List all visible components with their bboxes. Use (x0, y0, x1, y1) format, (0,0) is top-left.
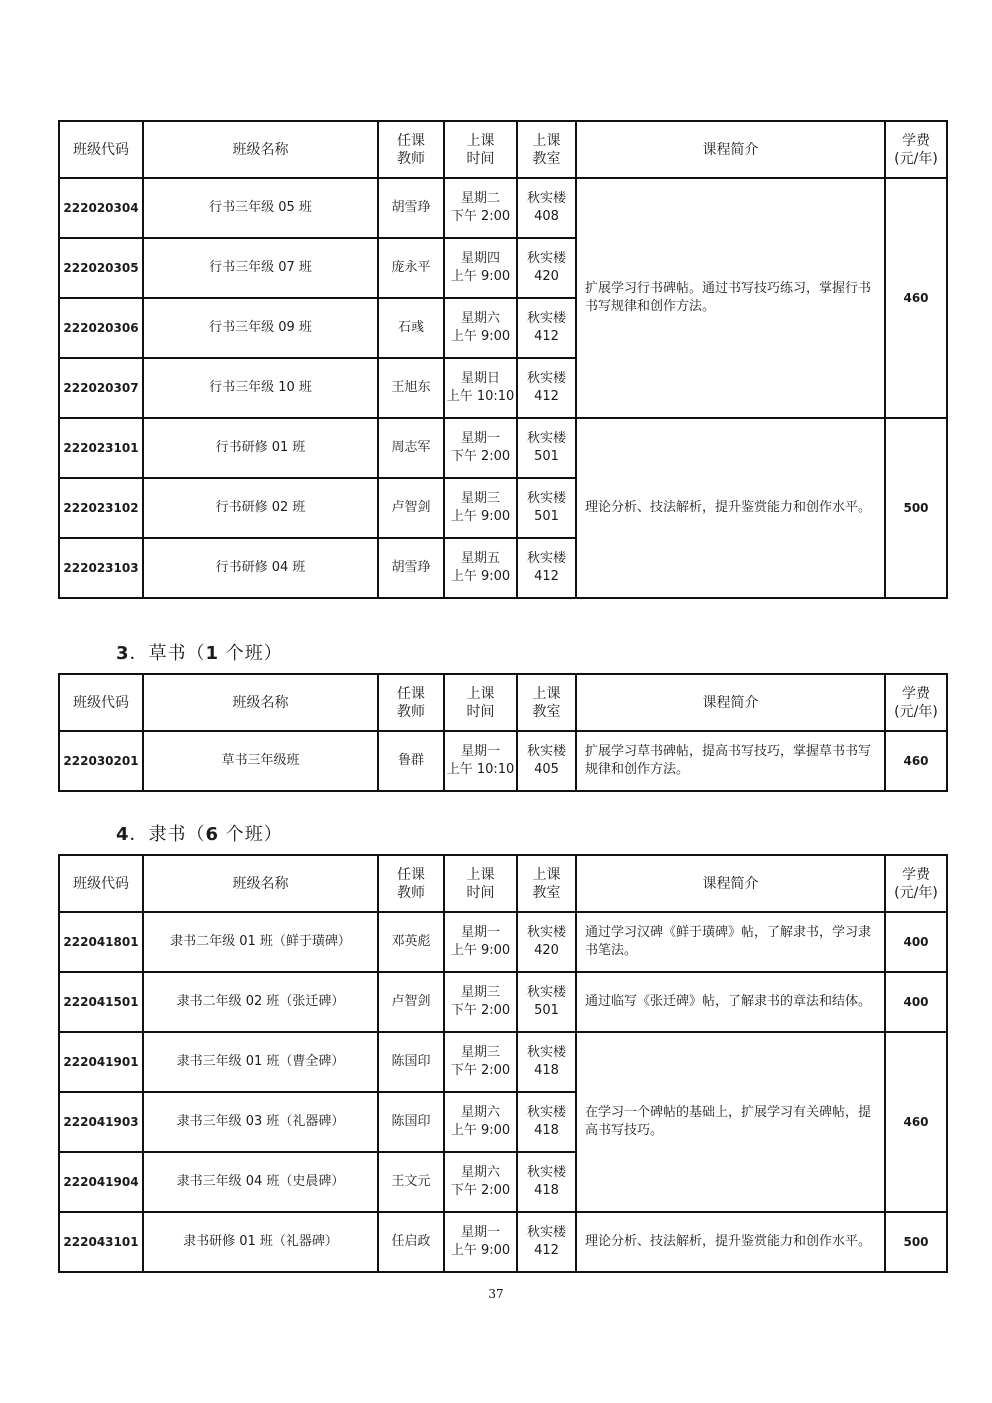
classroom: 秋实楼 405 (517, 731, 576, 791)
teacher: 胡雪琤 (378, 538, 444, 598)
teacher: 王文元 (378, 1152, 444, 1212)
header-code: 班级代码 (59, 674, 143, 731)
teacher: 卢智剑 (378, 478, 444, 538)
header-desc: 课程简介 (576, 855, 885, 912)
class-name: 隶书研修 01 班（礼器碑） (143, 1212, 378, 1272)
class-code: 222041904 (59, 1152, 143, 1212)
class-time: 星期六 下午 2:00 (444, 1152, 517, 1212)
table-row (59, 1032, 947, 1092)
class-code: 222023101 (59, 418, 143, 478)
class-time: 星期一 上午 9:00 (444, 1212, 517, 1272)
header-teacher: 任课 教师 (378, 674, 444, 731)
class-name: 隶书三年级 03 班（礼器碑） (143, 1092, 378, 1152)
table-row (59, 912, 947, 972)
tuition-fee: 460 (885, 731, 947, 791)
class-time: 星期三 上午 9:00 (444, 478, 517, 538)
class-code: 222041901 (59, 1032, 143, 1092)
table-row (59, 1212, 947, 1272)
class-name: 行书三年级 05 班 (143, 178, 378, 238)
course-description: 理论分析、技法解析，提升鉴赏能力和创作水平。 (576, 1212, 885, 1272)
table-row (59, 178, 947, 238)
course-description: 扩展学习草书碑帖，提高书写技巧，掌握草书书写规律和创作方法。 (576, 731, 885, 791)
class-time: 星期三 下午 2:00 (444, 1032, 517, 1092)
teacher: 陈国印 (378, 1092, 444, 1152)
tuition-fee: 500 (885, 418, 947, 598)
class-time: 星期四 上午 9:00 (444, 238, 517, 298)
teacher: 王旭东 (378, 358, 444, 418)
class-code: 222041801 (59, 912, 143, 972)
table-lishu (58, 854, 948, 1273)
teacher: 卢智剑 (378, 972, 444, 1032)
class-time: 星期二 下午 2:00 (444, 178, 517, 238)
classroom: 秋实楼 412 (517, 358, 576, 418)
page-number: 37 (488, 1287, 504, 1301)
class-time: 星期三 下午 2:00 (444, 972, 517, 1032)
tuition-fee: 400 (885, 912, 947, 972)
classroom: 秋实楼 418 (517, 1092, 576, 1152)
class-time: 星期一 上午 10:10 (444, 731, 517, 791)
header-time: 上课 时间 (444, 674, 517, 731)
course-description: 通过学习汉碑《鲜于璜碑》帖，了解隶书，学习隶书笔法。 (576, 912, 885, 972)
table-header-row (59, 674, 947, 731)
course-description: 通过临写《张迁碑》帖，了解隶书的章法和结体。 (576, 972, 885, 1032)
class-name: 草书三年级班 (143, 731, 378, 791)
header-room: 上课 教室 (517, 121, 576, 178)
classroom: 秋实楼 420 (517, 238, 576, 298)
header-fee: 学费 (元/年) (885, 121, 947, 178)
teacher: 陈国印 (378, 1032, 444, 1092)
table-caoshu (58, 673, 948, 792)
class-code: 222020306 (59, 298, 143, 358)
class-name: 隶书二年级 01 班（鲜于璜碑） (143, 912, 378, 972)
header-name: 班级名称 (143, 674, 378, 731)
class-code: 222020305 (59, 238, 143, 298)
class-name: 隶书三年级 01 班（曹全碑） (143, 1032, 378, 1092)
teacher: 邓英彪 (378, 912, 444, 972)
class-time: 星期日 上午 10:10 (444, 358, 517, 418)
header-room: 上课 教室 (517, 674, 576, 731)
table-row (59, 731, 947, 791)
header-desc: 课程简介 (576, 121, 885, 178)
class-time: 星期六 上午 9:00 (444, 298, 517, 358)
header-code: 班级代码 (59, 855, 143, 912)
header-time: 上课 时间 (444, 855, 517, 912)
header-code: 班级代码 (59, 121, 143, 178)
header-teacher: 任课 教师 (378, 855, 444, 912)
class-name: 行书研修 01 班 (143, 418, 378, 478)
header-teacher: 任课 教师 (378, 121, 444, 178)
course-description: 理论分析、技法解析，提升鉴赏能力和创作水平。 (576, 418, 885, 598)
class-time: 星期一 下午 2:00 (444, 418, 517, 478)
table-row (59, 418, 947, 478)
header-name: 班级名称 (143, 121, 378, 178)
class-code: 222043101 (59, 1212, 143, 1272)
class-name: 行书三年级 07 班 (143, 238, 378, 298)
header-desc: 课程简介 (576, 674, 885, 731)
classroom: 秋实楼 408 (517, 178, 576, 238)
classroom: 秋实楼 418 (517, 1152, 576, 1212)
classroom: 秋实楼 412 (517, 1212, 576, 1272)
teacher: 庞永平 (378, 238, 444, 298)
class-name: 行书三年级 09 班 (143, 298, 378, 358)
class-time: 星期一 上午 9:00 (444, 912, 517, 972)
table-header-row (59, 121, 947, 178)
header-name: 班级名称 (143, 855, 378, 912)
tuition-fee: 460 (885, 1032, 947, 1212)
classroom: 秋实楼 412 (517, 298, 576, 358)
course-description: 在学习一个碑帖的基础上，扩展学习有关碑帖，提高书写技巧。 (576, 1032, 885, 1212)
class-name: 行书研修 04 班 (143, 538, 378, 598)
header-fee: 学费 (元/年) (885, 674, 947, 731)
teacher: 鲁群 (378, 731, 444, 791)
class-code: 222020304 (59, 178, 143, 238)
tuition-fee: 500 (885, 1212, 947, 1272)
classroom: 秋实楼 420 (517, 912, 576, 972)
tuition-fee: 400 (885, 972, 947, 1032)
section-heading-caoshu: 3．草书（1 个班） (116, 643, 283, 664)
class-name: 隶书三年级 04 班（史晨碑） (143, 1152, 378, 1212)
header-room: 上课 教室 (517, 855, 576, 912)
table-header-row (59, 855, 947, 912)
class-name: 行书三年级 10 班 (143, 358, 378, 418)
class-name: 隶书二年级 02 班（张迁碑） (143, 972, 378, 1032)
header-time: 上课 时间 (444, 121, 517, 178)
course-description: 扩展学习行书碑帖。通过书写技巧练习，掌握行书书写规律和创作方法。 (576, 178, 885, 418)
tuition-fee: 460 (885, 178, 947, 418)
teacher: 胡雪琤 (378, 178, 444, 238)
class-code: 222030201 (59, 731, 143, 791)
class-code: 222023102 (59, 478, 143, 538)
class-name: 行书研修 02 班 (143, 478, 378, 538)
table-xingshu (58, 120, 948, 599)
classroom: 秋实楼 501 (517, 972, 576, 1032)
teacher: 任启政 (378, 1212, 444, 1272)
classroom: 秋实楼 418 (517, 1032, 576, 1092)
section-heading-lishu: 4．隶书（6 个班） (116, 824, 283, 845)
class-time: 星期六 上午 9:00 (444, 1092, 517, 1152)
class-code: 222023103 (59, 538, 143, 598)
classroom: 秋实楼 501 (517, 418, 576, 478)
class-code: 222041903 (59, 1092, 143, 1152)
teacher: 周志军 (378, 418, 444, 478)
class-code: 222041501 (59, 972, 143, 1032)
classroom: 秋实楼 412 (517, 538, 576, 598)
classroom: 秋实楼 501 (517, 478, 576, 538)
class-time: 星期五 上午 9:00 (444, 538, 517, 598)
table-row (59, 972, 947, 1032)
class-code: 222020307 (59, 358, 143, 418)
header-fee: 学费 (元/年) (885, 855, 947, 912)
teacher: 石彧 (378, 298, 444, 358)
